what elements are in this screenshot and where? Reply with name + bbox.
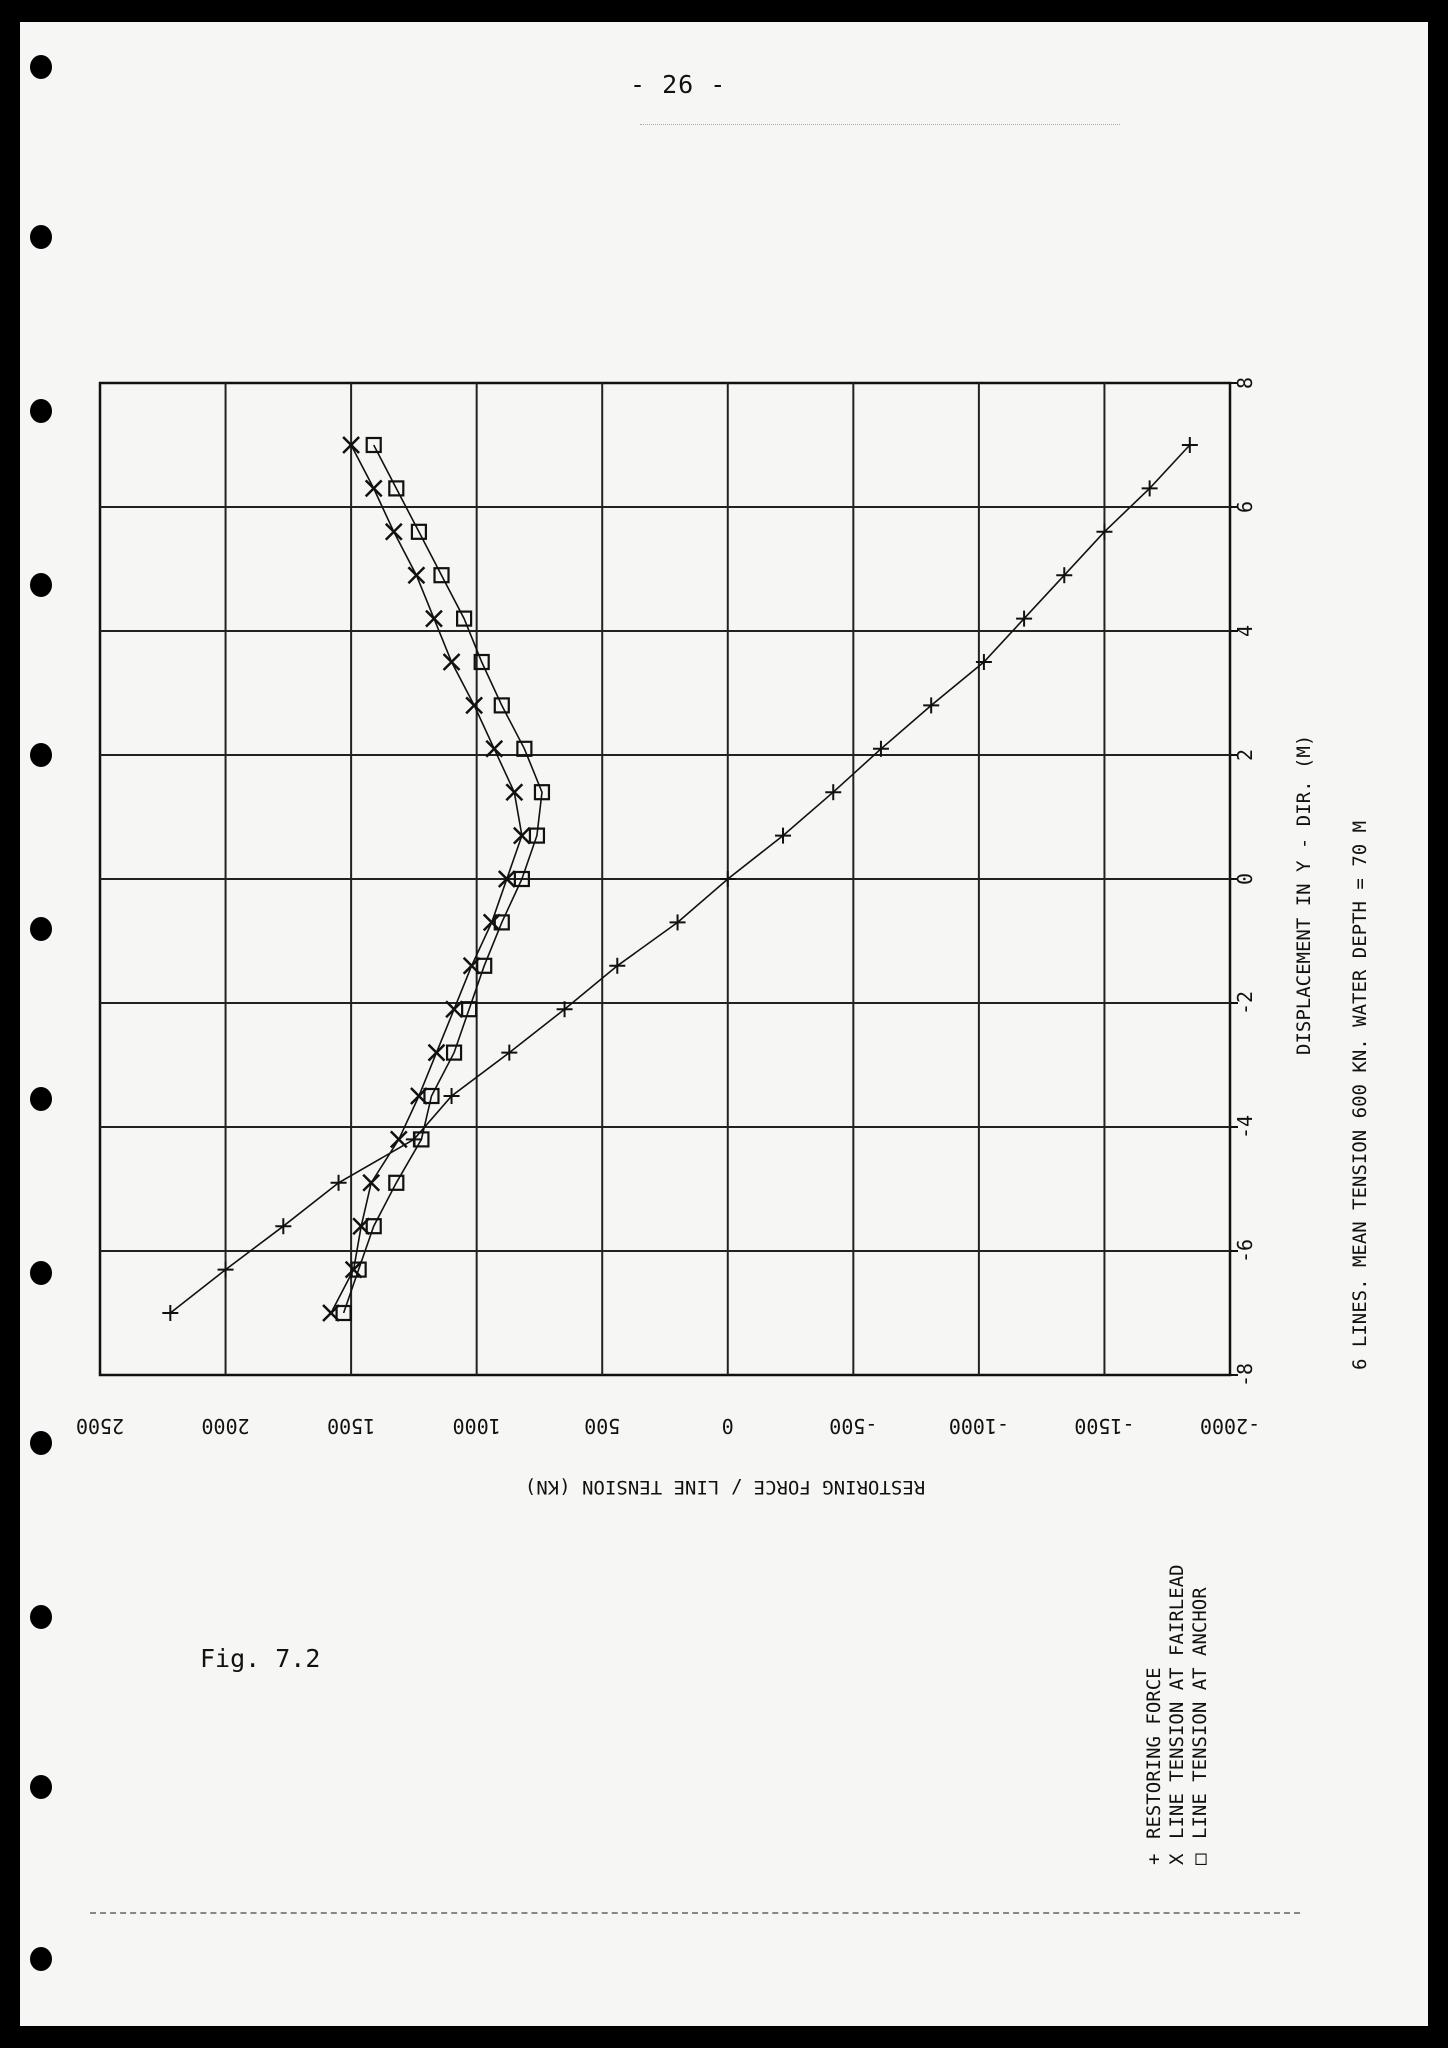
chart-subtitle: 6 LINES. MEAN TENSION 600 KN. WATER DEPTH = 70 M — [1349, 820, 1371, 1370]
legend-label: LINE TENSION AT ANCHOR — [1189, 1587, 1211, 1839]
y-tick-label: 1500 — [327, 1414, 376, 1438]
data-point-plus — [218, 1262, 234, 1278]
data-point-x — [428, 1045, 444, 1061]
y-tick-label: 2500 — [75, 1414, 125, 1438]
legend-symbol: □ — [1189, 1853, 1211, 1865]
data-point-plus — [162, 1305, 178, 1321]
data-point-x — [363, 1175, 379, 1191]
data-point-x — [408, 567, 424, 583]
legend-label: LINE TENSION AT FAIRLEAD — [1166, 1564, 1188, 1839]
divider-line — [90, 1912, 1300, 1914]
y-tick-label: -500 — [829, 1414, 878, 1438]
data-point-square — [337, 1306, 351, 1320]
y-tick-label: 1000 — [452, 1414, 501, 1438]
x-tick-label: -4 — [1233, 1114, 1257, 1140]
data-point-x — [366, 480, 382, 496]
y-axis-title: RESTORING FORCE / LINE TENSION (KN) — [524, 1476, 926, 1498]
y-tick-label: 500 — [584, 1414, 621, 1438]
data-point-plus — [275, 1218, 291, 1234]
figure-caption: Fig. 7.2 — [200, 1644, 321, 1673]
x-tick-label: 8 — [1233, 376, 1257, 390]
data-point-x — [466, 697, 482, 713]
x-axis-title: DISPLACEMENT IN Y - DIR. (M) — [1293, 734, 1315, 1055]
x-tick-label: 0 — [1233, 872, 1257, 886]
data-point-plus — [501, 1045, 517, 1061]
x-tick-label: 6 — [1233, 500, 1257, 514]
y-tick-label: -2000 — [1199, 1414, 1261, 1438]
data-point-x — [426, 611, 442, 627]
legend-label: RESTORING FORCE — [1143, 1667, 1165, 1839]
x-tick-label: -6 — [1233, 1238, 1257, 1264]
x-tick-label: -8 — [1233, 1362, 1257, 1388]
y-tick-label: -1000 — [948, 1414, 1009, 1438]
y-tick-label: 0 — [721, 1414, 734, 1438]
x-tick-label: 4 — [1233, 624, 1257, 638]
legend-item — [1166, 1564, 1188, 1865]
data-point-x — [484, 914, 500, 930]
legend-item — [1189, 1587, 1211, 1865]
x-tick-label: -2 — [1233, 990, 1257, 1016]
data-point-x — [391, 1131, 407, 1147]
y-tick-label: 2000 — [201, 1414, 250, 1438]
data-point-x — [444, 654, 460, 670]
data-point-plus — [331, 1175, 347, 1191]
page-number: - 26 - — [630, 70, 727, 99]
legend-symbol: X — [1166, 1853, 1188, 1865]
y-tick-label: -1500 — [1074, 1414, 1135, 1438]
data-point-x — [386, 524, 402, 540]
data-point-x — [506, 784, 522, 800]
x-tick-label: 2 — [1233, 748, 1257, 762]
legend-item — [1143, 1667, 1165, 1865]
data-point-x — [514, 828, 530, 844]
legend-symbol: + — [1143, 1853, 1165, 1865]
